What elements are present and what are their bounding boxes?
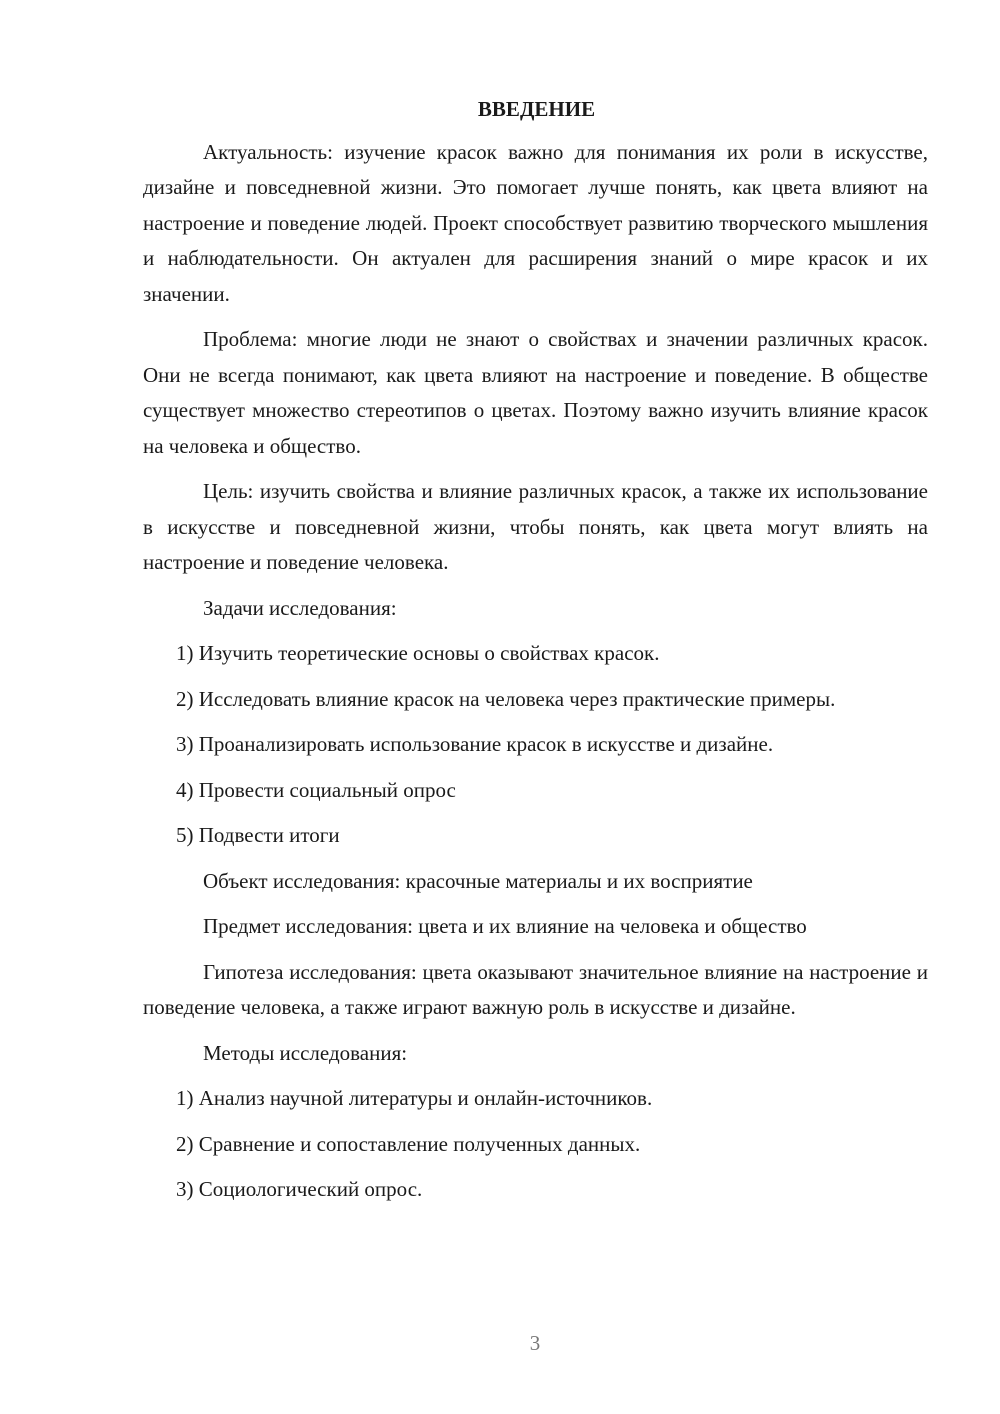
tasks-title: Задачи исследования: xyxy=(203,595,397,620)
task-item: 1) Изучить теоретические основы о свойствах красок. xyxy=(176,641,660,665)
method-item: 3) Социологический опрос. xyxy=(176,1177,423,1201)
goal-paragraph: Цель: изучить свойства и влияние различных красок, а также их использование в искусстве и повседневной жизни, чтобы понять, как цвета могут влиять на настроение и поведение человека. xyxy=(143,479,928,574)
hypothesis-paragraph: Гипотеза исследования: цвета оказывают значительное влияние на настроение и поведение человека, а также играют важную роль в искусстве и дизайне. xyxy=(143,959,928,1019)
task-item: 4) Провести социальный опрос xyxy=(176,777,456,802)
problem-paragraph: Проблема: многие люди не знают о свойствах и значении различных красок. Они не всегда понимают, как цвета влияют на настроение и поведение. В обществе существует множество стереотипов о цветах. Поэтому важно изучить влияние красок на человека и общество. xyxy=(143,327,928,458)
research-subject: Предмет исследования: цвета и их влияние на человека и общество xyxy=(203,914,807,938)
task-item: 5) Подвести итоги xyxy=(176,823,340,847)
task-item: 2) Исследовать влияние красок на человека через практические примеры. xyxy=(176,686,836,711)
relevance-paragraph: Актуальность: изучение красок важно для понимания их роли в искусстве, дизайне и повседневной жизни. Это помогает лучше понять, как цвета влияют на настроение и поведение людей. Проект способствует развитию творческого мышления и наблюдательности. Он актуален для расширения знаний о мире красок и их значении. xyxy=(143,139,928,306)
method-item: 2) Сравнение и сопоставление полученных данных. xyxy=(176,1131,641,1156)
task-item: 3) Проанализировать использование красок в искусстве и дизайне. xyxy=(176,732,774,756)
method-item: 1) Анализ научной литературы и онлайн-источников. xyxy=(176,1086,653,1110)
methods-title: Методы исследования: xyxy=(203,1040,408,1065)
research-object: Объект исследования: красочные материалы и их восприятие xyxy=(203,868,753,893)
page-title: ВВЕДЕНИЕ xyxy=(477,97,596,121)
document-page xyxy=(143,92,928,1218)
page-number: 3 xyxy=(529,1331,541,1355)
